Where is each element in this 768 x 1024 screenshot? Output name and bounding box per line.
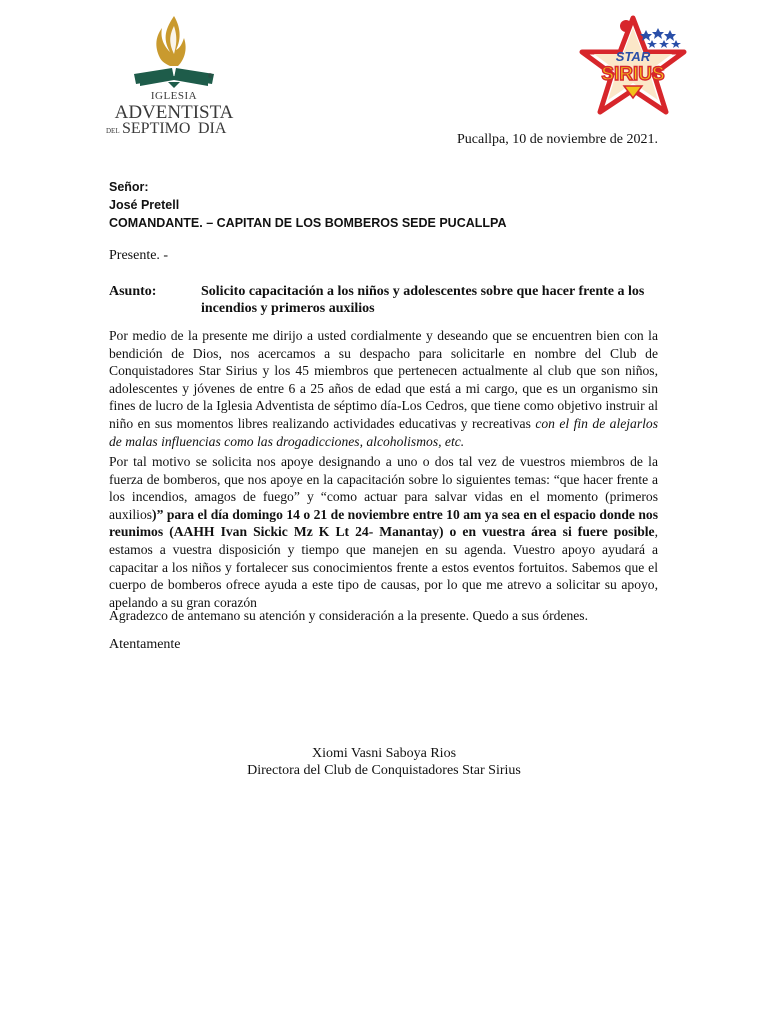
svg-text:ADVENTISTA: ADVENTISTA xyxy=(114,102,234,123)
adventist-church-logo-icon xyxy=(104,12,244,136)
p2-text-1: Por tal motivo se solicita nos apoye designando a uno o dos tal vez de vuestros miembros de la fuerza de bomberos, que nos apoye en la capacitación sobre lo siguientes temas: “que hacer frente a los incendios, amagos de fuego” y “como actuar para salvar vidas en el momento (primeros auxilios xyxy=(109,454,658,522)
body-paragraph-3: Agradezco de antemano su atención y consideración a la presente. Quedo a sus órdenes. xyxy=(109,608,588,623)
recipient-title: COMANDANTE. – CAPITAN DE LOS BOMBEROS SEDE PUCALLPA xyxy=(109,216,507,230)
svg-text:IGLESIA: IGLESIA xyxy=(150,90,198,102)
p1-text: Por medio de la presente me dirijo a usted cordialmente y deseando que se encuentren bien con la bendición de Dios, nos acercamos a su despacho para solicitarle en nombre del Club de Conquistadores Star Sirius y los 45 miembros que pertenecen actualmente al club que son niños, adolescentes y jóvenes de entre 6 a 25 años de edad que está a mi cargo, que es un organismo sin fines de lucro de la Iglesia Adventista de séptimo día-Los Cedros, que tiene como objetivo instruir al niño en sus momentos libres realizando actividades educativas y recreativas xyxy=(109,328,658,431)
signer-name: Xiomi Vasni Saboya Rios xyxy=(311,746,457,761)
signature-block xyxy=(0,745,768,779)
p1-italic-text: con el fin de alejarlos de malas influencias como las drogadicciones, alcoholismos, etc. xyxy=(109,415,658,449)
closing-line: Atentamente xyxy=(109,637,181,652)
subject-text: Solicito capacitación a los niños y adolescentes sobre que hacer frente a los incendios y primeros auxilios xyxy=(201,284,645,316)
svg-text:®: ® xyxy=(208,74,213,80)
adventist-church-logo xyxy=(104,12,244,136)
signer-role: Directora del Club de Conquistadores Star Sirius xyxy=(247,763,521,778)
svg-text:DEL: DEL xyxy=(106,127,120,135)
letter-date: Pucallpa, 10 de noviembre de 2021. xyxy=(456,132,658,147)
svg-text:DIA: DIA xyxy=(198,120,227,136)
p2-text-2: , estamos a vuestra disposición y tiempo que manejen en su agenda. Vuestro apoyo ayudará a capacitar a los niños y fortalecer sus conocimientos frente a estos eventos fortuitos. Sabemos que el cuerpo de bomberos ofrece ayuda a este tipo de causas, por lo que me atrevo a solicitar su apoyo, apelando a su gran corazón xyxy=(109,524,658,610)
svg-text:STAR: STAR xyxy=(615,49,651,64)
svg-text:SEPTIMO: SEPTIMO xyxy=(122,120,191,136)
body-paragraph-2 xyxy=(109,453,658,611)
recipient-name: José Pretell xyxy=(109,198,180,212)
star-sirius-club-logo-icon xyxy=(576,14,690,118)
salutation: Señor: xyxy=(109,180,149,194)
star-sirius-logo xyxy=(576,14,690,118)
body-paragraph-1 xyxy=(109,327,658,450)
recipient-block xyxy=(109,178,506,232)
subject-label: Asunto: xyxy=(109,284,157,299)
p2-bold-text: )” para el día domingo 14 o 21 de noviembre entre 10 am ya sea en el espacio donde nos reunimos (AAHH Ivan Sickic Mz K Lt 24- Manantay) o en vuestra área si fuere posible xyxy=(109,506,658,540)
presente-line: Presente. - xyxy=(109,248,169,263)
svg-text:SIRIUS: SIRIUS xyxy=(601,64,665,85)
